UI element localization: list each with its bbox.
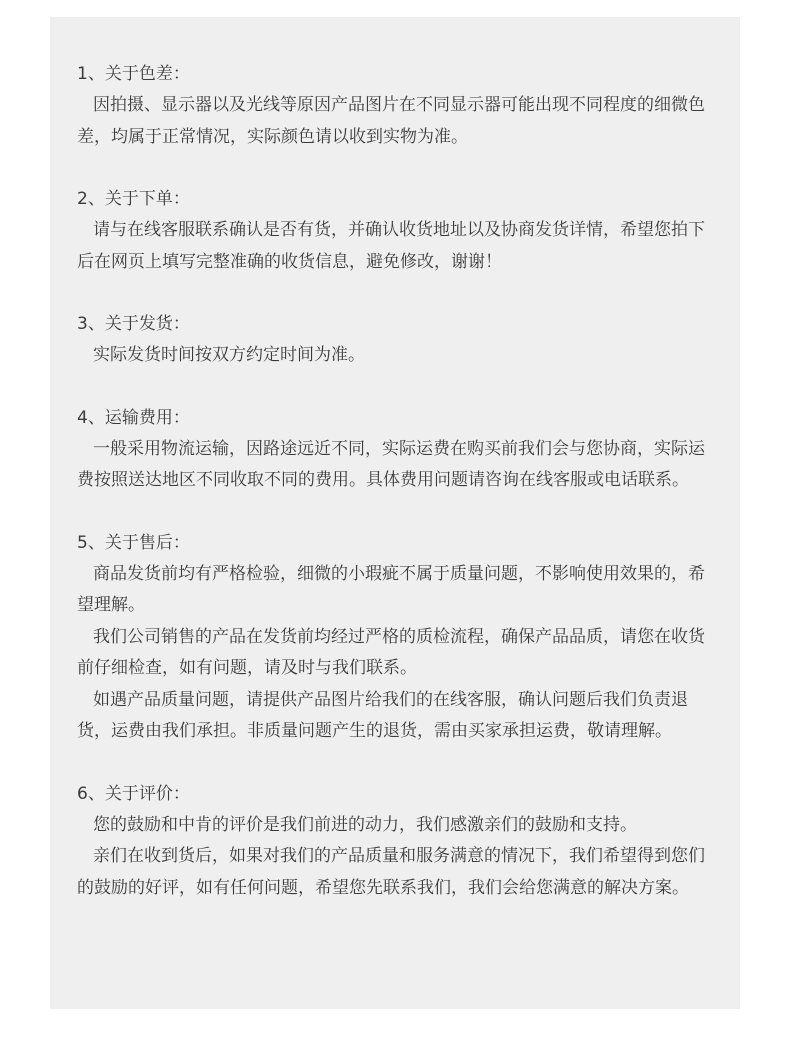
section-paragraph: 商品发货前均有严格检验，细微的小瑕疵不属于质量问题，不影响使用效果的，希望理解。 xyxy=(77,563,705,615)
section-title: 6、关于评价： xyxy=(77,783,190,804)
section-paragraph: 实际发货时间按双方约定时间为准。 xyxy=(93,345,365,365)
notice-panel xyxy=(50,17,740,1009)
section-paragraph: 因拍摄、显示器以及光线等原因产品图片在不同显示器可能出现不同程度的细微色差，均属于正常情况，实际颜色请以收到实物为准。 xyxy=(77,95,705,147)
section-title: 4、运输费用： xyxy=(77,407,190,428)
section-reviews xyxy=(77,779,710,905)
section-shipping xyxy=(77,309,710,372)
section-paragraph: 您的鼓励和中肯的评价是我们前进的动力，我们感激亲们的鼓励和支持。 xyxy=(93,814,637,835)
section-after-sales xyxy=(77,528,710,748)
section-paragraph: 我们公司销售的产品在发货前均经过严格的质检流程，确保产品品质，请您在收货前仔细检查，如有问题，请及时与我们联系。 xyxy=(77,626,705,678)
section-paragraph: 如遇产品质量问题，请提供产品图片给我们的在线客服，确认问题后我们负责退货，运费由我们承担。非质量问题产生的退货，需由买家承担运费，敬请理解。 xyxy=(77,689,688,741)
section-paragraph: 一般采用物流运输，因路途远近不同，实际运费在购买前我们会与您协商，实际运费按照送达地区不同收取不同的费用。具体费用问题请咨询在线客服或电话联系。 xyxy=(77,438,705,490)
section-freight xyxy=(77,403,710,497)
section-title: 2、关于下单： xyxy=(77,189,190,209)
section-ordering xyxy=(77,184,710,278)
section-color-difference xyxy=(77,59,710,153)
section-title: 3、关于发货： xyxy=(77,314,190,334)
section-paragraph: 请与在线客服联系确认是否有货，并确认收货地址以及协商发货详情，希望您拍下后在网页上填写完整准确的收货信息，避免修改，谢谢！ xyxy=(77,220,705,272)
section-paragraph: 亲们在收到货后，如果对我们的产品质量和服务满意的情况下，我们希望得到您们的鼓励的好评，如有任何问题，希望您先联系我们，我们会给您满意的解决方案。 xyxy=(77,846,705,898)
section-title: 5、关于售后： xyxy=(77,532,190,553)
section-title: 1、关于色差： xyxy=(77,64,190,84)
